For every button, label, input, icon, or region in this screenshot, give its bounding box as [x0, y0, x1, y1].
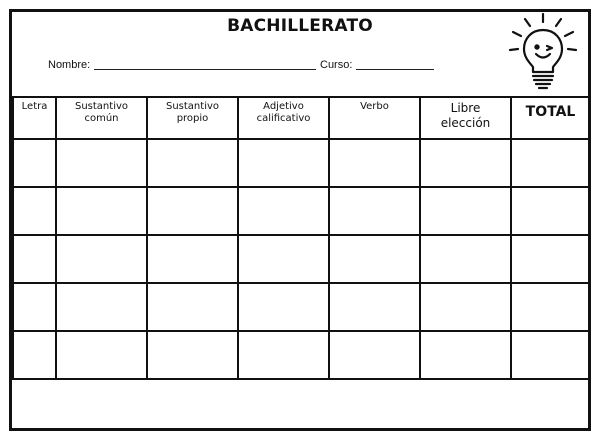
column-header-sustantivo-propio: Sustantivo propio	[147, 97, 238, 139]
answer-cell[interactable]	[420, 139, 511, 187]
column-header-letra: Letra	[13, 97, 56, 139]
course-field[interactable]	[356, 69, 434, 70]
answer-cell[interactable]	[329, 331, 420, 379]
lightbulb-icon	[505, 10, 581, 94]
table-header-row	[13, 97, 590, 139]
answer-cell[interactable]	[238, 139, 329, 187]
answer-cell[interactable]	[56, 235, 147, 283]
course-label: Curso:	[320, 59, 353, 71]
table-row	[13, 331, 590, 379]
answer-cell[interactable]	[420, 235, 511, 283]
answer-cell[interactable]	[56, 331, 147, 379]
answer-cell[interactable]	[147, 331, 238, 379]
answer-cell[interactable]	[420, 187, 511, 235]
answer-cell[interactable]	[238, 331, 329, 379]
column-header-libre-eleccion: Libre elección	[420, 97, 511, 139]
answer-cell[interactable]	[511, 235, 590, 283]
column-header-sustantivo-comun: Sustantivo común	[56, 97, 147, 139]
worksheet-title: BACHILLERATO	[227, 16, 373, 36]
answer-cell[interactable]	[56, 283, 147, 331]
answer-cell[interactable]	[13, 235, 56, 283]
column-header-verbo: Verbo	[329, 97, 420, 139]
answer-cell[interactable]	[238, 187, 329, 235]
table-body	[13, 139, 590, 379]
answer-cell[interactable]	[329, 235, 420, 283]
answer-cell[interactable]	[329, 187, 420, 235]
column-header-total: TOTAL	[511, 97, 590, 139]
answer-cell[interactable]	[147, 139, 238, 187]
answer-cell[interactable]	[511, 331, 590, 379]
answer-cell[interactable]	[13, 331, 56, 379]
answer-cell[interactable]	[511, 187, 590, 235]
table-row	[13, 187, 590, 235]
table-row	[13, 139, 590, 187]
answer-cell[interactable]	[329, 139, 420, 187]
answer-cell[interactable]	[13, 187, 56, 235]
answer-cell[interactable]	[56, 187, 147, 235]
answer-cell[interactable]	[13, 139, 56, 187]
table-row	[13, 235, 590, 283]
word-game-table	[12, 96, 591, 380]
column-header-adjetivo-calificativo: Adjetivo calificativo	[238, 97, 329, 139]
answer-cell[interactable]	[147, 187, 238, 235]
answer-cell[interactable]	[238, 283, 329, 331]
answer-cell[interactable]	[511, 139, 590, 187]
answer-cell[interactable]	[420, 331, 511, 379]
table-row	[13, 283, 590, 331]
name-field[interactable]	[94, 69, 316, 70]
answer-cell[interactable]	[13, 283, 56, 331]
answer-cell[interactable]	[511, 283, 590, 331]
answer-cell[interactable]	[420, 283, 511, 331]
answer-cell[interactable]	[329, 283, 420, 331]
answer-cell[interactable]	[238, 235, 329, 283]
answer-cell[interactable]	[147, 235, 238, 283]
answer-cell[interactable]	[147, 283, 238, 331]
name-label: Nombre:	[48, 59, 91, 71]
answer-cell[interactable]	[56, 139, 147, 187]
